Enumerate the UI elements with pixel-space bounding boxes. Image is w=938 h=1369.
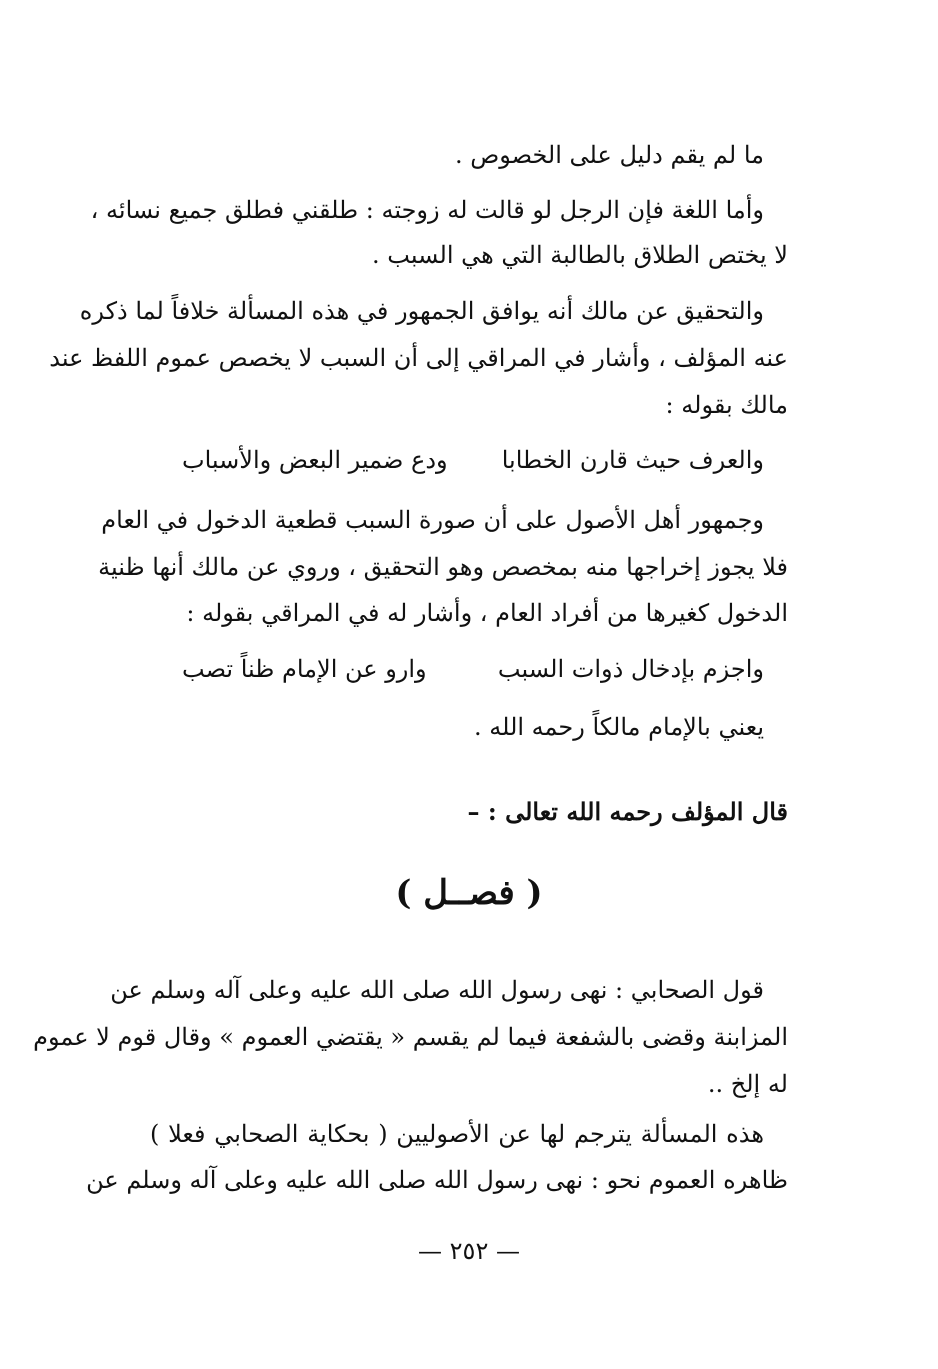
author-statement: قال المؤلف رحمه الله تعالى : – bbox=[467, 797, 788, 826]
text-line: ما لم يقم دليل على الخصوص . bbox=[454, 141, 764, 169]
section-heading: ( فصــل ) bbox=[395, 873, 543, 913]
text-line: هذه المسألة يترجم لها عن الأصوليين ( بحكاية الصحابي فعلا ) bbox=[150, 1120, 764, 1148]
verse-second-hemistich: وارو عن الإمام ظناً تصب bbox=[182, 655, 427, 683]
text-line: فلا يجوز إخراجها منه بمخصص وهو التحقيق ، وروي عن مالك أنها ظنية bbox=[98, 553, 788, 581]
verse-first-hemistich: واجزم بإدخال ذوات السبب bbox=[497, 655, 764, 683]
text-line: المزابنة وقضى بالشفعة فيما لم يقسم « يقتضي العموم » وقال قوم لا عموم bbox=[33, 1023, 788, 1051]
text-line: قول الصحابي : نهى رسول الله صلى الله عليه وعلى آله وسلم عن bbox=[110, 976, 764, 1004]
text-line: عنه المؤلف ، وأشار في المراقي إلى أن السبب لا يخصص عموم اللفظ عند bbox=[49, 344, 788, 372]
text-line: وجمهور أهل الأصول على أن صورة السبب قطعية الدخول في العام bbox=[101, 506, 764, 534]
text-line: يعني بالإمام مالكاً رحمه الله . bbox=[474, 713, 764, 741]
text-line: الدخول كغيرها من أفراد العام ، وأشار له في المراقي بقوله : bbox=[186, 599, 788, 627]
text-line: مالك بقوله : bbox=[665, 391, 788, 419]
text-line: وأما اللغة فإن الرجل لو قالت له زوجته : طلقني فطلق جميع نسائه ، bbox=[90, 196, 764, 224]
verse-first-hemistich: والعرف حيث قارن الخطابا bbox=[501, 446, 764, 474]
text-line: له إلخ .. bbox=[707, 1070, 788, 1098]
text-line: ظاهره العموم نحو : نهى رسول الله صلى الله عليه وعلى آله وسلم عن bbox=[86, 1166, 788, 1194]
verse-second-hemistich: ودع ضمير البعض والأسباب bbox=[182, 446, 448, 474]
text-line: لا يختص الطلاق بالطالبة التي هي السبب . bbox=[372, 241, 788, 269]
page-number: — ٢٥٢ — bbox=[418, 1237, 520, 1265]
text-line: والتحقيق عن مالك أنه يوافق الجمهور في هذه المسألة خلافاً لما ذكره bbox=[79, 297, 764, 325]
